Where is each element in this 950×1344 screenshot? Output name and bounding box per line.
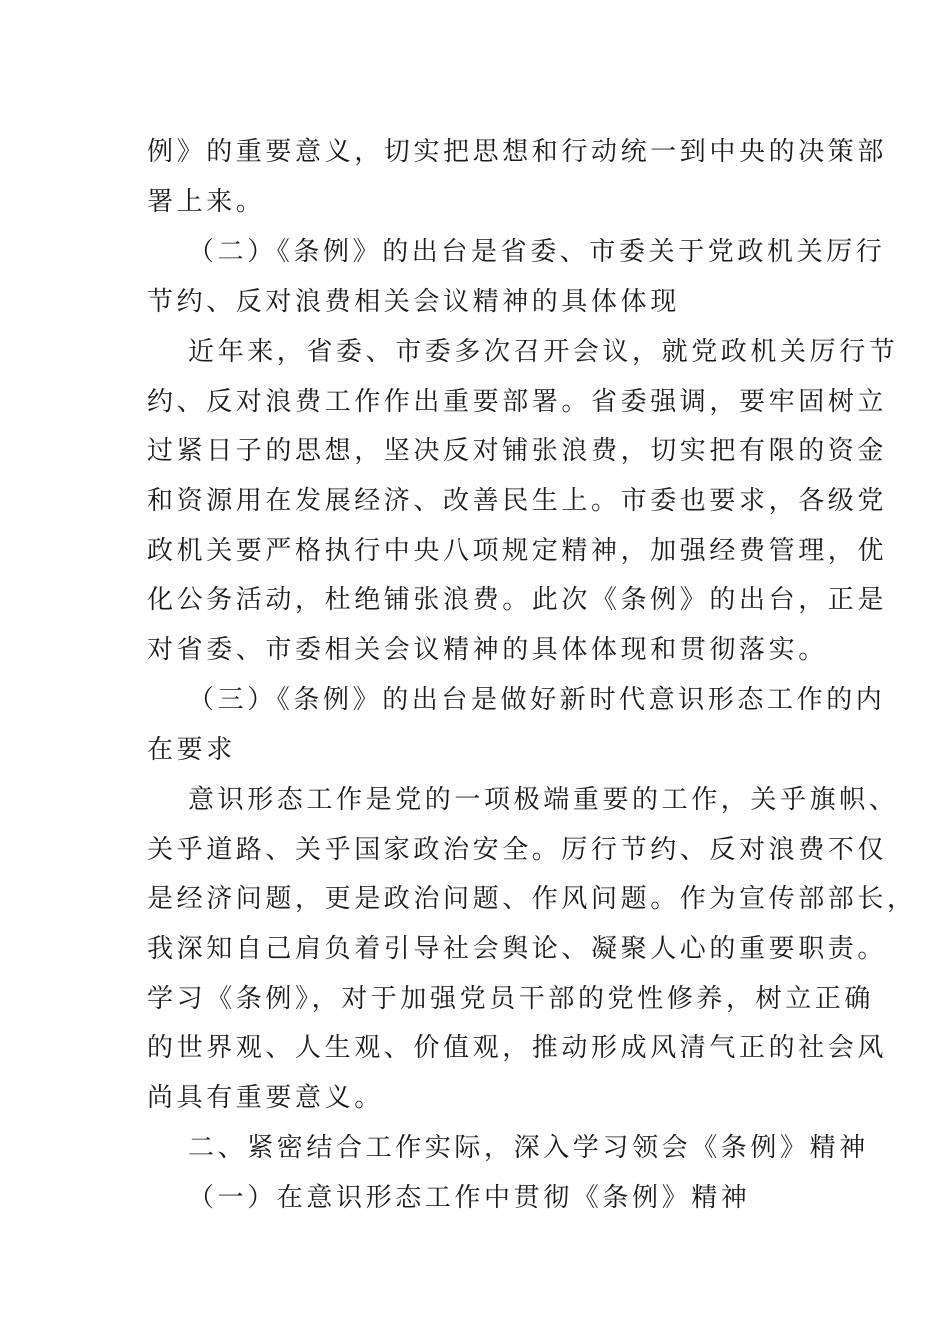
text-line: 化公务活动，杜绝铺张浪费。此次《条例》的出台，正是 — [147, 585, 888, 615]
text-line: 政机关要严格执行中央八项规定精神，加强经费管理，优 — [147, 536, 888, 566]
section-heading: （一）在意识形态工作中贯彻《条例》精神 — [188, 1183, 751, 1213]
text-line: 和资源用在发展经济、改善民生上。市委也要求，各级党 — [147, 486, 888, 516]
text-line: 近年来，省委、市委多次召开会议，就党政机关厉行节 — [188, 337, 899, 367]
section-heading: 在要求 — [147, 735, 236, 765]
text-line: 意识形态工作是党的一项极端重要的工作，关乎旗帜、 — [188, 785, 899, 815]
section-heading: （三）《条例》的出台是做好新时代意识形态工作的内 — [188, 685, 886, 715]
text-line: 是经济问题，更是政治问题、作风问题。作为宣传部部长， — [147, 884, 917, 914]
text-line: 署上来。 — [147, 187, 266, 217]
text-line: 过紧日子的思想，坚决反对铺张浪费，切实把有限的资金 — [147, 436, 888, 466]
chapter-heading: 二、紧密结合工作实际，深入学习领会《条例》精神 — [188, 1133, 869, 1163]
text-line: 尚具有重要意义。 — [147, 1083, 384, 1113]
text-line: 对省委、市委相关会议精神的具体体现和贯彻落实。 — [147, 635, 828, 665]
section-heading: 节约、反对浪费相关会议精神的具体体现 — [147, 287, 680, 317]
text-line: 例》的重要意义，切实把思想和行动统一到中央的决策部 — [147, 137, 888, 167]
text-line: 的世界观、人生观、价值观，推动形成风清气正的社会风 — [147, 1033, 888, 1063]
text-line: 约、反对浪费工作作出重要部署。省委强调，要牢固树立 — [147, 387, 888, 417]
text-line: 我深知自己肩负着引导社会舆论、凝聚人心的重要职责。 — [147, 934, 888, 964]
text-line: 学习《条例》，对于加强党员干部的党性修养，树立正确 — [147, 984, 875, 1014]
text-line: 关乎道路、关乎国家政治安全。厉行节约、反对浪费不仅 — [147, 835, 888, 865]
section-heading: （二）《条例》的出台是省委、市委关于党政机关厉行 — [188, 237, 886, 267]
